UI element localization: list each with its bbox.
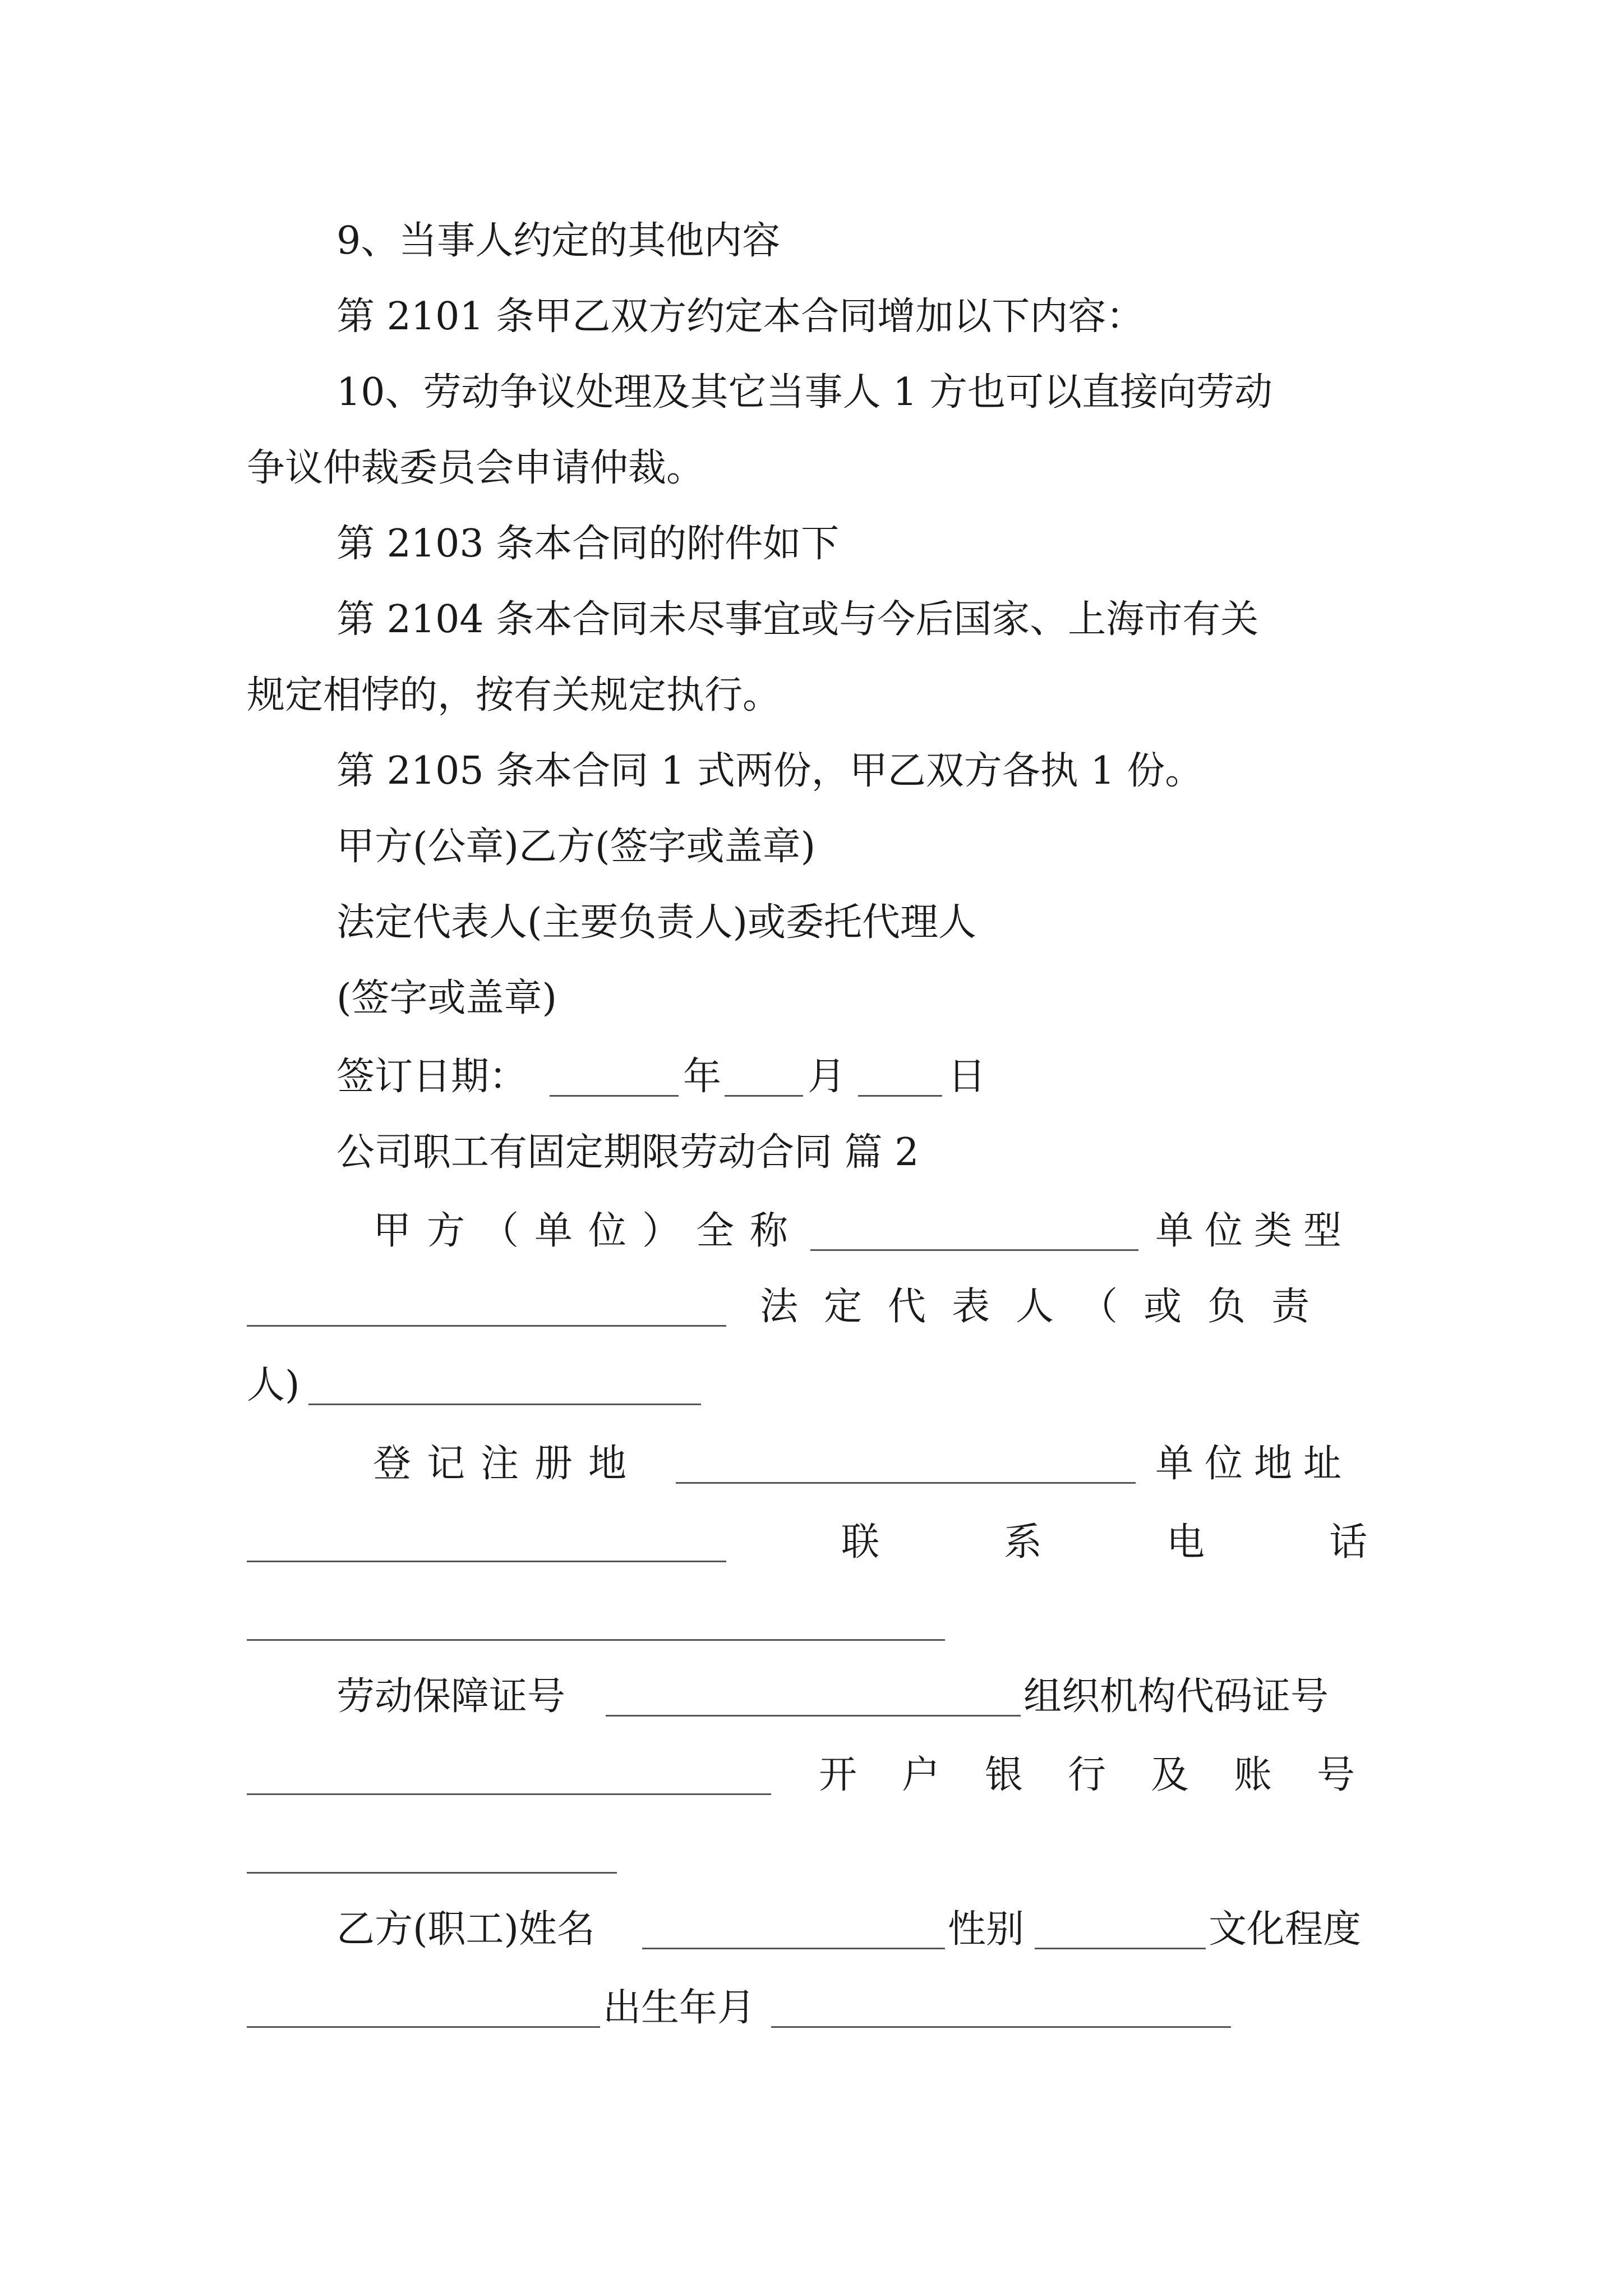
unit-type-label: 单位类型 — [1155, 1209, 1353, 1253]
org-code-label: 组织机构代码证号 — [1023, 1674, 1329, 1719]
sign-date-label: 签订日期： — [336, 1055, 528, 1099]
birth-blank[interactable] — [771, 2026, 1231, 2028]
clause-2104-cont: 规定相悖的，按有关规定执行。 — [247, 673, 781, 717]
bank-account-label: 开户银行及账号 — [819, 1753, 1400, 1797]
bank-account-blank[interactable] — [247, 1872, 617, 1874]
form-line — [0, 1742, 1623, 1809]
clause-2105: 第 2105 条本合同 1 式两份，甲乙双方各执 1 份。 — [336, 749, 1204, 793]
gender-label: 性别 — [948, 1907, 1025, 1952]
text-line — [0, 889, 1623, 956]
clause-10: 10、劳动争议处理及其它当事人 1 方也可以直接向劳动 — [336, 370, 1273, 415]
day-blank[interactable] — [858, 1095, 942, 1097]
form-line — [0, 1588, 1623, 1655]
labor-cert-label: 劳动保障证号 — [336, 1674, 566, 1719]
clause-2103: 第 2103 条本合同的附件如下 — [336, 522, 840, 566]
text-line — [0, 1119, 1623, 1186]
org-code-blank[interactable] — [247, 1793, 771, 1795]
form-line — [0, 1198, 1623, 1265]
month-blank[interactable] — [725, 1095, 803, 1097]
birth-label: 出生年月 — [603, 1986, 756, 2030]
sign-date-line — [0, 1043, 1623, 1111]
year-blank[interactable] — [550, 1095, 679, 1097]
text-line — [0, 738, 1623, 805]
clause-2101: 第 2101 条甲乙双方约定本合同增加以下内容： — [336, 295, 1145, 339]
text-line — [0, 435, 1623, 502]
sign-date-year: 年 — [683, 1055, 722, 1099]
text-line — [0, 283, 1623, 351]
party-b-name-blank[interactable] — [642, 1948, 945, 1949]
sign-date-day: 日 — [948, 1055, 986, 1099]
unit-type-blank[interactable] — [247, 1325, 726, 1327]
text-line — [0, 208, 1623, 275]
form-line — [0, 1430, 1623, 1498]
clause-2104: 第 2104 条本合同未尽事宜或与今后国家、上海市有关 — [336, 597, 1259, 642]
form-line — [0, 1352, 1623, 1419]
text-line — [0, 813, 1623, 881]
form-line — [0, 1820, 1623, 1888]
legal-rep-label: 法定代表人（或负责 — [760, 1285, 1336, 1329]
form-line — [0, 1663, 1623, 1731]
section-title: 公司职工有固定期限劳动合同 篇 2 — [336, 1130, 919, 1175]
unit-address-label: 单位地址 — [1155, 1442, 1353, 1486]
education-blank[interactable] — [247, 2026, 600, 2028]
phone-blank[interactable] — [247, 1639, 945, 1641]
signature-representative: 法定代表人(主要负责人)或委托代理人 — [336, 900, 977, 945]
clause-9: 9、当事人约定的其他内容 — [336, 219, 781, 263]
party-a-name-blank[interactable] — [810, 1249, 1138, 1251]
signature-parties: 甲方(公章)乙方(签字或盖章) — [336, 825, 816, 869]
text-line — [0, 662, 1623, 729]
party-b-name-label: 乙方(职工)姓名 — [336, 1907, 596, 1952]
phone-label: 联系电话 — [841, 1520, 1492, 1565]
text-line — [0, 586, 1623, 654]
legal-rep-blank[interactable] — [308, 1404, 701, 1405]
labor-cert-blank[interactable] — [606, 1715, 1021, 1717]
form-line — [0, 1273, 1623, 1341]
reg-place-blank[interactable] — [676, 1482, 1136, 1484]
text-line — [0, 359, 1623, 426]
gender-blank[interactable] — [1035, 1948, 1206, 1949]
sign-date-month: 月 — [808, 1055, 846, 1099]
education-label: 文化程度 — [1209, 1907, 1362, 1952]
text-line — [0, 965, 1623, 1032]
clause-10-cont: 争议仲裁委员会申请仲裁。 — [247, 446, 705, 490]
legal-rep-label-cont: 人) — [247, 1363, 300, 1407]
unit-address-blank[interactable] — [247, 1561, 726, 1562]
form-line — [0, 1896, 1623, 1963]
form-line — [0, 1975, 1623, 2042]
signature-note: (签字或盖章) — [336, 976, 557, 1020]
reg-place-label: 登记注册地 — [373, 1442, 643, 1486]
text-line — [0, 510, 1623, 578]
form-line — [0, 1509, 1623, 1576]
party-a-name-label: 甲方（单位）全称 — [373, 1209, 804, 1253]
